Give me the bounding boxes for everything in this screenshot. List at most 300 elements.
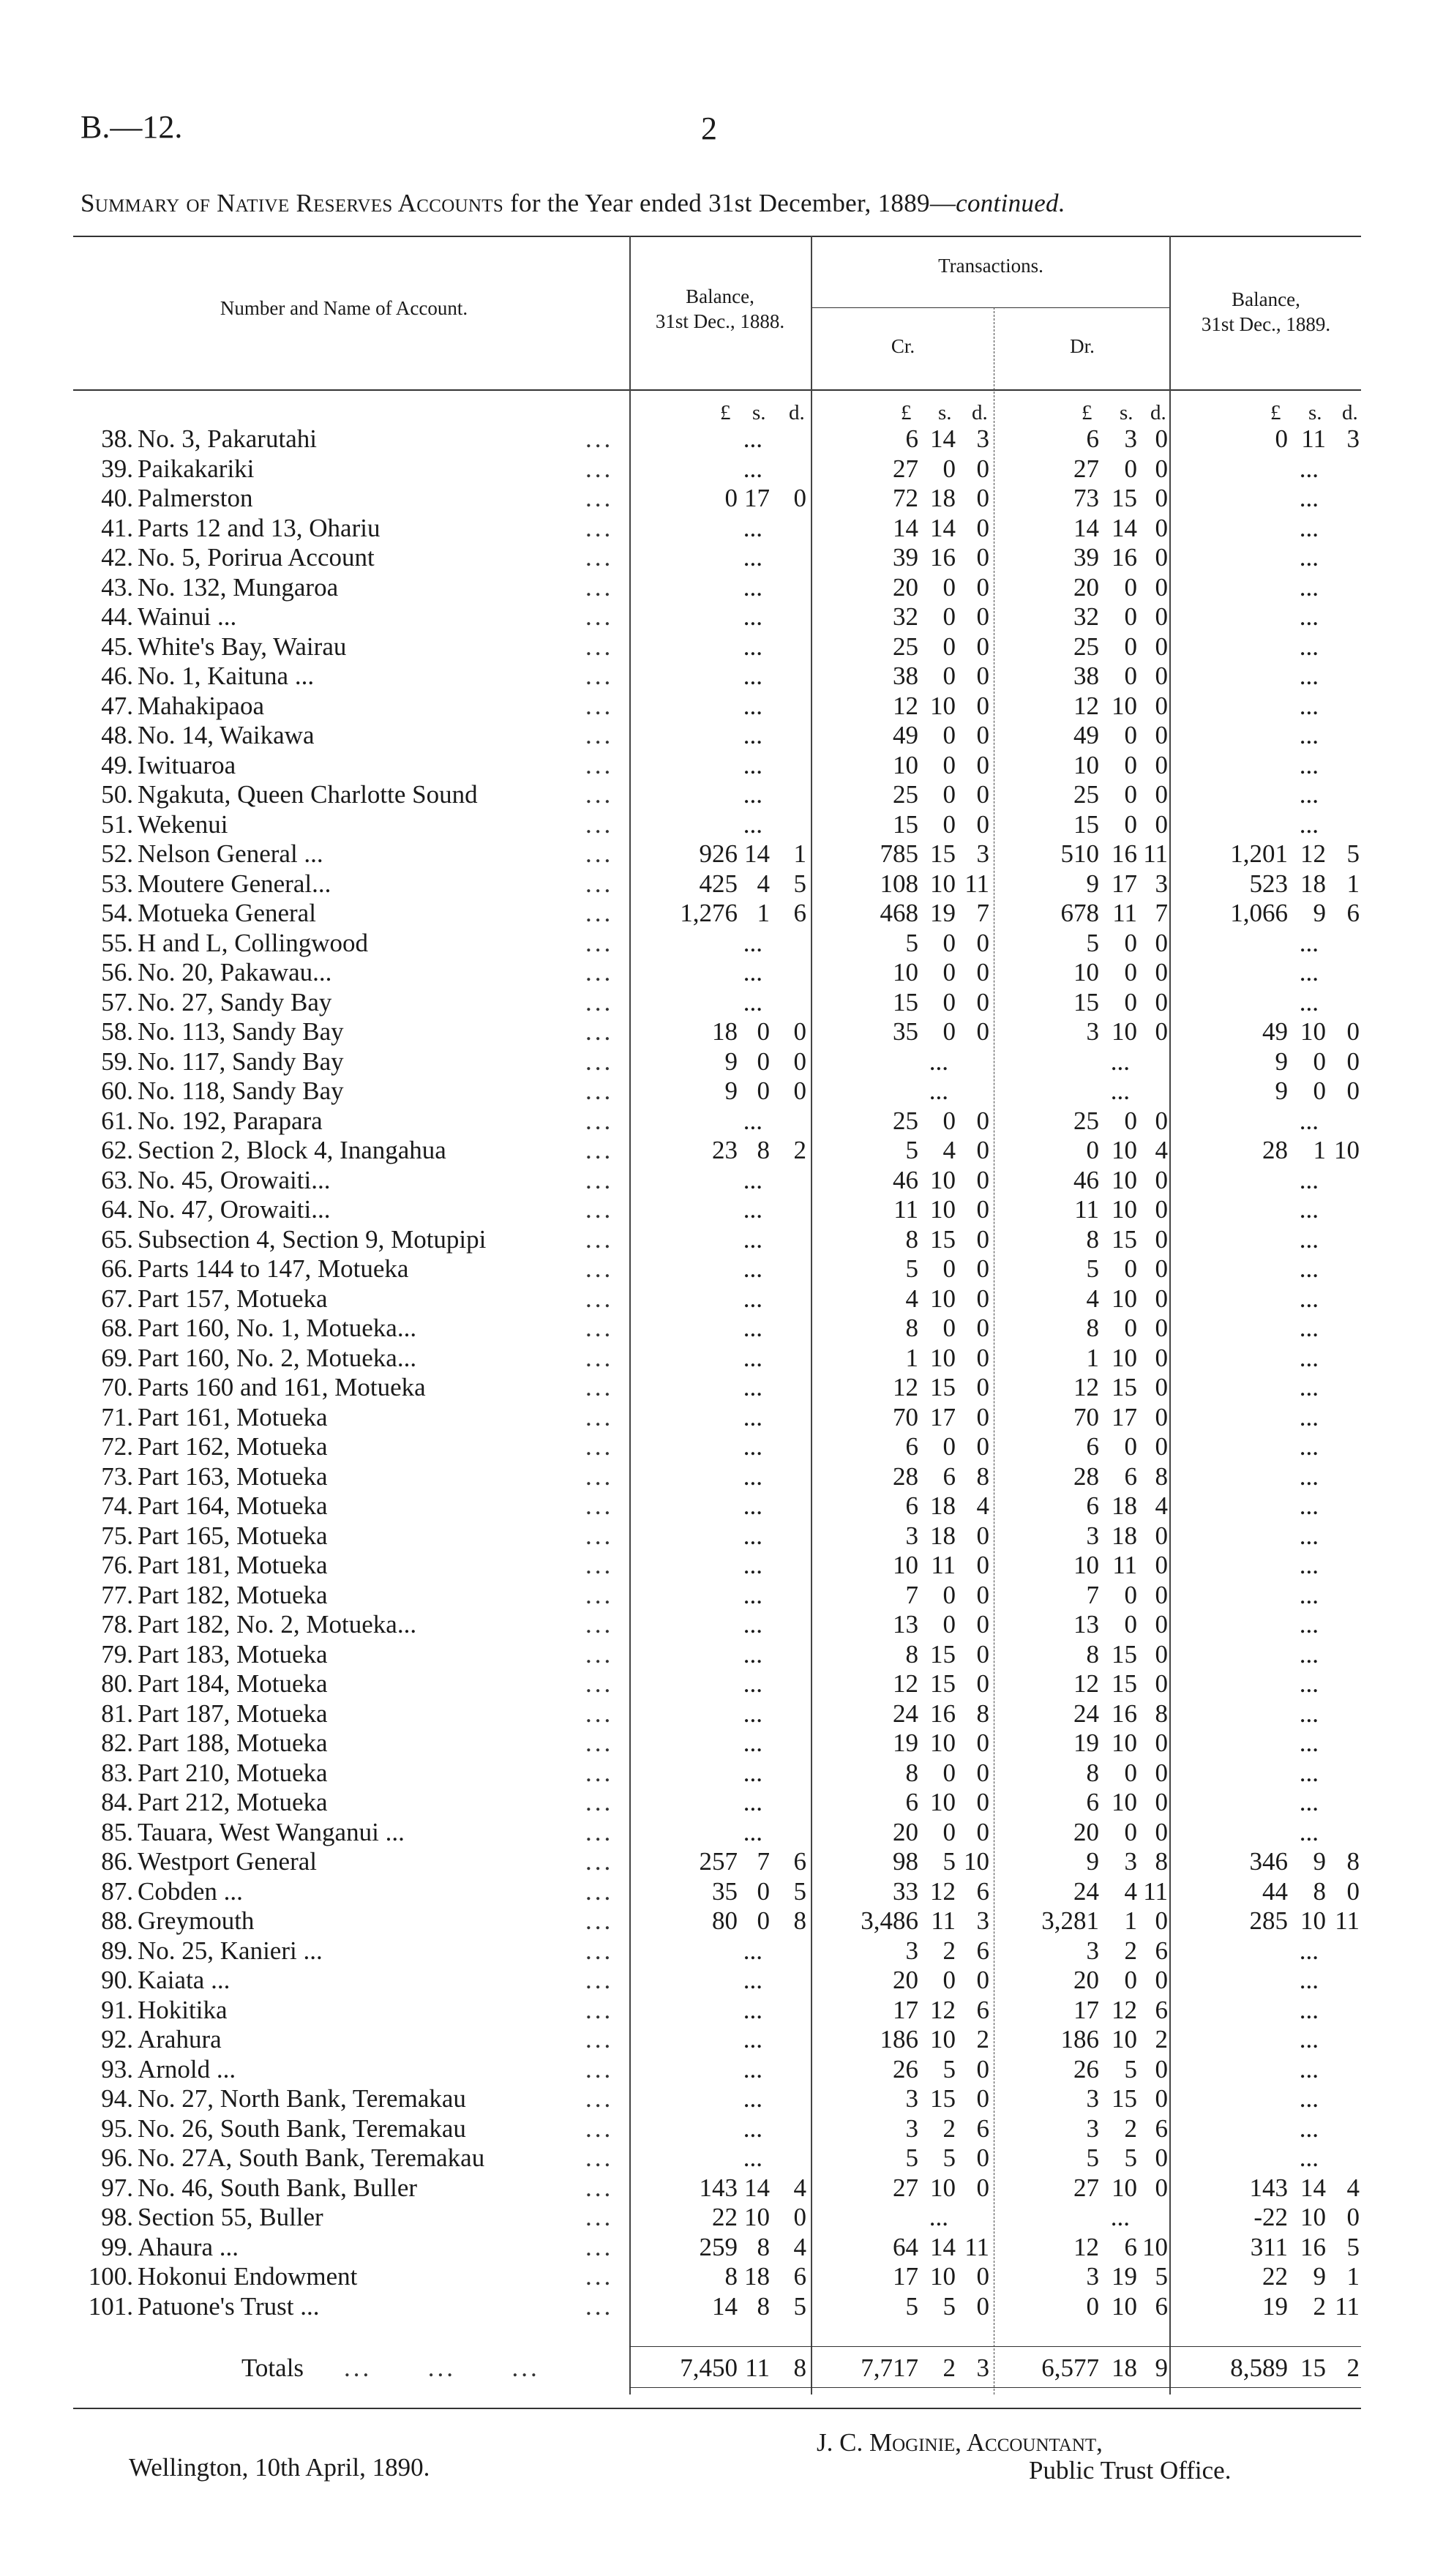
header-transactions: Transactions. (938, 255, 1043, 277)
row-dr-pence: 0 (1155, 1551, 1168, 1579)
row-b2-nil: ... (1299, 1521, 1319, 1550)
row-cr-pence: 0 (976, 809, 989, 839)
office: Public Trust Office. (1029, 2456, 1232, 2485)
account-number: 76. (101, 1551, 133, 1579)
row-dr-pounds: 20 (1073, 1966, 1099, 1994)
row-dr-pence: 2 (1155, 2025, 1168, 2053)
table-row (0, 899, 1443, 929)
row-dr-pounds: 8 (1086, 1314, 1099, 1342)
row-dr-pence: 0 (1155, 1966, 1168, 1994)
row-b2-pounds: 346 (1249, 1847, 1288, 1876)
row-dr-shillings: 19 (1112, 2262, 1137, 2291)
row-dr-shillings: 18 (1112, 1491, 1137, 1520)
row-dr-pence: 0 (1155, 484, 1168, 512)
account-number: 85. (101, 1817, 133, 1846)
table-row (0, 1254, 1443, 1284)
totals-cr-pounds: 7,717 (861, 2354, 918, 2382)
row-b1-nil: ... (743, 662, 762, 690)
row-b2-nil: ... (1299, 928, 1319, 957)
row-b1-nil: ... (743, 2143, 762, 2172)
row-dr-pounds: 12 (1073, 1669, 1099, 1698)
row-dr-pounds: 11 (1074, 1195, 1099, 1224)
table-row (0, 1491, 1443, 1521)
account-name: Part 182, No. 2, Motueka... (138, 1610, 417, 1639)
row-b2-pounds: 22 (1262, 2262, 1288, 2291)
account-name: Part 184, Motueka (138, 1669, 328, 1698)
row-b2-pence: 11 (1335, 1906, 1360, 1935)
row-b1-nil: ... (743, 1343, 762, 1372)
row-dr-pence: 11 (1143, 1876, 1168, 1906)
row-b1-pence: 4 (793, 2173, 806, 2202)
row-b1-nil: ... (743, 572, 762, 602)
row-cr-pounds: 14 (893, 513, 918, 542)
row-b1-nil: ... (743, 543, 762, 572)
header-balance-1889-line2: 31st Dec., 1889. (1201, 313, 1331, 335)
row-cr-shillings: 0 (942, 632, 956, 661)
row-b1-pounds: 259 (699, 2232, 738, 2261)
row-dr-pounds: 6 (1086, 1491, 1099, 1520)
row-b2-pounds: 44 (1262, 1876, 1288, 1906)
row-b2-nil: ... (1299, 958, 1319, 986)
row-b1-nil: ... (743, 454, 762, 483)
account-name: Parts 144 to 147, Motueka (138, 1254, 409, 1283)
header-balance-1889 (1171, 287, 1361, 337)
row-dr-shillings: 15 (1112, 484, 1137, 512)
row-b1-pence: 0 (793, 1017, 806, 1046)
row-dr-shillings: 15 (1112, 1224, 1137, 1254)
row-b1-pounds: 257 (699, 1847, 738, 1876)
account-name: No. 3, Pakarutahi (138, 424, 317, 453)
row-dr-shillings: 0 (1124, 1580, 1137, 1609)
row-dr-pence: 0 (1155, 632, 1168, 661)
row-dr-pounds: 6 (1086, 1432, 1099, 1461)
row-cr-shillings: 10 (930, 2173, 956, 2202)
row-cr-pence: 3 (976, 424, 989, 453)
row-b2-shillings: 9 (1313, 899, 1326, 927)
row-b2-nil: ... (1299, 1817, 1319, 1846)
row-cr-pounds: 10 (893, 1551, 918, 1579)
row-dr-pence: 8 (1155, 1847, 1168, 1876)
row-cr-shillings: 4 (942, 1136, 956, 1164)
leader-dots: ... (585, 1639, 614, 1669)
row-cr-pence: 0 (976, 1017, 989, 1046)
leader-dots: ... (585, 1610, 614, 1639)
row-b2-nil: ... (1299, 1669, 1319, 1698)
row-cr-shillings: 0 (942, 572, 956, 602)
header-bottom-rule (73, 389, 1361, 391)
leader-dots: ... (585, 1195, 614, 1224)
table-row (0, 2055, 1443, 2085)
table-row (0, 1314, 1443, 1344)
row-dr-pence: 0 (1155, 1817, 1168, 1846)
row-b2-nil: ... (1299, 632, 1319, 661)
row-dr-pounds: 46 (1073, 1165, 1099, 1194)
row-cr-pounds: 38 (893, 662, 918, 690)
row-cr-pounds: 28 (893, 1461, 918, 1491)
row-cr-shillings: 10 (930, 1343, 956, 1372)
account-name: Part 161, Motueka (138, 1402, 328, 1431)
row-b1-pence: 8 (793, 1906, 806, 1935)
row-b1-nil: ... (743, 1314, 762, 1342)
account-number: 99. (101, 2232, 133, 2261)
row-dr-shillings: 15 (1112, 1373, 1137, 1401)
leader-dots: ... (585, 543, 614, 572)
leader-dots: ... (585, 2262, 614, 2291)
row-b1-pounds: 926 (699, 839, 738, 868)
row-dr-pounds: 3 (1086, 1521, 1099, 1550)
row-dr-pence: 0 (1155, 987, 1168, 1016)
totals-row (0, 2354, 1443, 2386)
row-dr-shillings: 10 (1112, 2173, 1137, 2202)
row-b1-pence: 1 (793, 839, 806, 868)
row-cr-shillings: 2 (942, 2113, 956, 2143)
leader-dots: ... (585, 691, 614, 720)
leader-dots: ... (585, 1343, 614, 1372)
row-b2-shillings: 8 (1313, 1876, 1326, 1906)
row-b2-nil: ... (1299, 2143, 1319, 2172)
leader-dots: ... (585, 1314, 614, 1342)
table-row (0, 958, 1443, 988)
row-cr-shillings: 10 (930, 1195, 956, 1224)
row-b1-nil: ... (743, 1551, 762, 1579)
title-summary: Summary of Native Reserves Accounts (80, 189, 504, 217)
header-dr: Dr. (1070, 335, 1095, 357)
row-b1-shillings: 1 (757, 899, 770, 927)
row-cr-pounds: 12 (893, 1373, 918, 1401)
row-cr-shillings: 10 (930, 1729, 956, 1757)
row-cr-pence: 0 (976, 1551, 989, 1579)
row-dr-pence: 0 (1155, 691, 1168, 720)
row-dr-pence: 7 (1155, 899, 1168, 927)
account-number: 87. (101, 1876, 133, 1906)
row-b2-nil: ... (1299, 1639, 1319, 1669)
unit-b1-l: £ (720, 401, 731, 424)
account-name: Part 182, Motueka (138, 1580, 328, 1609)
row-b2-pounds: 143 (1249, 2173, 1288, 2202)
leader-dots: ... (585, 958, 614, 986)
row-b2-nil: ... (1299, 1106, 1319, 1135)
row-b1-nil: ... (743, 721, 762, 749)
row-b2-pounds: 9 (1275, 1046, 1288, 1076)
row-dr-shillings: 16 (1112, 543, 1137, 572)
unit-b1-d: d. (789, 401, 805, 424)
row-cr-pounds: 11 (893, 1195, 918, 1224)
leader-dots: ... (585, 2084, 614, 2113)
row-cr-shillings: 5 (942, 2291, 956, 2321)
row-b1-nil: ... (743, 1402, 762, 1431)
unit-dr-l: £ (1082, 401, 1092, 424)
account-name: White's Bay, Wairau (138, 632, 347, 661)
leader-dots: ... (585, 1017, 614, 1046)
row-b1-pounds: 35 (712, 1876, 738, 1906)
row-b1-shillings: 0 (757, 1906, 770, 1935)
row-b1-pounds: 9 (724, 1077, 738, 1105)
totals-b2-pounds: 8,589 (1230, 2354, 1288, 2382)
row-dr-pounds: 15 (1073, 987, 1099, 1016)
account-number: 78. (101, 1610, 133, 1639)
row-b1-nil: ... (743, 1669, 762, 1698)
row-dr-nil: ... (1110, 2203, 1130, 2231)
row-b2-nil: ... (1299, 987, 1319, 1016)
row-cr-pence: 0 (976, 1669, 989, 1698)
row-b1-nil: ... (743, 691, 762, 720)
row-cr-shillings: 15 (930, 1669, 956, 1698)
row-dr-shillings: 0 (1124, 454, 1137, 483)
row-b2-nil: ... (1299, 780, 1319, 809)
unit-cr-d: d. (972, 401, 988, 424)
row-cr-pence: 0 (976, 958, 989, 986)
leader-dots: ... (585, 662, 614, 690)
row-cr-shillings: 0 (942, 809, 956, 839)
account-number: 96. (101, 2143, 133, 2172)
row-dr-pounds: 24 (1073, 1699, 1099, 1728)
row-b2-nil: ... (1299, 1224, 1319, 1254)
account-name: Ngakuta, Queen Charlotte Sound (138, 780, 478, 809)
row-cr-pounds: 1 (905, 1343, 918, 1372)
row-dr-pence: 0 (1155, 958, 1168, 986)
row-b1-pence: 5 (793, 869, 806, 898)
row-cr-pence: 0 (976, 1165, 989, 1194)
leader-dots: ... (585, 1136, 614, 1164)
row-dr-shillings: 15 (1112, 2084, 1137, 2113)
row-dr-shillings: 6 (1124, 1461, 1137, 1491)
row-cr-shillings: 0 (942, 1106, 956, 1135)
row-cr-pence: 0 (976, 1580, 989, 1609)
row-cr-shillings: 6 (942, 1461, 956, 1491)
row-b2-pounds: 523 (1249, 869, 1288, 898)
row-dr-shillings: 0 (1124, 1817, 1137, 1846)
table-row (0, 2174, 1443, 2204)
row-dr-shillings: 10 (1112, 1284, 1137, 1313)
table-row (0, 1818, 1443, 1848)
row-cr-pence: 0 (976, 572, 989, 602)
leader-dots: ... (585, 602, 614, 631)
account-number: 52. (101, 839, 133, 868)
row-cr-pounds: 10 (893, 750, 918, 779)
row-cr-pence: 6 (976, 1995, 989, 2024)
totals-dr-pence: 9 (1155, 2354, 1168, 2382)
row-b1-nil: ... (743, 1461, 762, 1491)
row-dr-pounds: 8 (1086, 1758, 1099, 1787)
leader-dots: ... (585, 1906, 614, 1935)
leader-dots: ... (585, 632, 614, 661)
row-dr-shillings: 3 (1124, 424, 1137, 453)
row-dr-pence: 0 (1155, 513, 1168, 542)
row-cr-pounds: 27 (893, 2173, 918, 2202)
leader-dots: ... (585, 1461, 614, 1491)
account-name: Parts 12 and 13, Ohariu (138, 513, 381, 542)
row-b1-pence: 4 (793, 2232, 806, 2261)
table-row (0, 2292, 1443, 2322)
row-cr-pounds: 15 (893, 987, 918, 1016)
row-b2-nil: ... (1299, 1373, 1319, 1401)
row-cr-shillings: 5 (942, 2054, 956, 2083)
row-cr-pounds: 6 (905, 1491, 918, 1520)
signatory (817, 2428, 1103, 2457)
row-dr-shillings: 0 (1124, 1610, 1137, 1639)
account-name: Part 157, Motueka (138, 1284, 328, 1313)
row-dr-pounds: 6 (1086, 424, 1099, 453)
row-dr-shillings: 0 (1124, 1966, 1137, 1994)
table-row (0, 2114, 1443, 2144)
row-cr-pence: 0 (976, 1254, 989, 1283)
row-b1-nil: ... (743, 1254, 762, 1283)
row-cr-shillings: 0 (942, 1610, 956, 1639)
row-dr-pence: 0 (1155, 572, 1168, 602)
row-b1-nil: ... (743, 1521, 762, 1550)
row-b1-nil: ... (743, 1995, 762, 2024)
row-b2-pence: 1 (1346, 869, 1360, 898)
row-b1-nil: ... (743, 2025, 762, 2053)
row-cr-shillings: 0 (942, 454, 956, 483)
leader-dots: ... (585, 1491, 614, 1520)
account-name: Moutere General... (138, 869, 331, 898)
account-name: No. 14, Waikawa (138, 721, 315, 749)
accounts-table (0, 424, 1443, 2321)
row-b1-nil: ... (743, 809, 762, 839)
row-dr-shillings: 11 (1112, 1551, 1137, 1579)
row-cr-shillings: 5 (942, 2143, 956, 2172)
account-number: 95. (101, 2113, 133, 2143)
row-b1-pounds: 143 (699, 2173, 738, 2202)
row-cr-pounds: 20 (893, 1817, 918, 1846)
row-b1-shillings: 8 (757, 2232, 770, 2261)
header-balance-1888 (631, 284, 809, 334)
leader-dots: ... (585, 1699, 614, 1728)
row-b2-pence: 0 (1346, 1017, 1360, 1046)
row-b2-nil: ... (1299, 454, 1319, 483)
table-row (0, 1403, 1443, 1433)
row-cr-pence: 0 (976, 928, 989, 957)
header-number-name: Number and Name of Account. (220, 297, 468, 319)
row-dr-shillings: 0 (1124, 1314, 1137, 1342)
totals-b1-shillings: 11 (745, 2354, 770, 2382)
account-number: 98. (101, 2203, 133, 2231)
row-b1-nil: ... (743, 632, 762, 661)
row-dr-pence: 5 (1155, 2262, 1168, 2291)
account-name: No. 113, Sandy Bay (138, 1017, 344, 1046)
row-cr-pounds: 70 (893, 1402, 918, 1431)
row-dr-shillings: 10 (1112, 2025, 1137, 2053)
row-b2-pence: 11 (1335, 2291, 1360, 2321)
row-cr-shillings: 15 (930, 839, 956, 868)
row-cr-pounds: 6 (905, 1432, 918, 1461)
account-number: 89. (101, 1936, 133, 1965)
row-dr-pence: 0 (1155, 1314, 1168, 1342)
row-cr-pence: 0 (976, 632, 989, 661)
row-dr-pounds: 510 (1060, 839, 1099, 868)
row-cr-shillings: 16 (930, 1699, 956, 1728)
row-b2-nil: ... (1299, 572, 1319, 602)
row-dr-pence: 0 (1155, 721, 1168, 749)
table-row (0, 1610, 1443, 1640)
account-name: Part 163, Motueka (138, 1461, 328, 1491)
transactions-rule (811, 307, 1169, 308)
account-number: 48. (101, 721, 133, 749)
row-cr-pounds: 3 (905, 1521, 918, 1550)
row-dr-shillings: 2 (1124, 2113, 1137, 2143)
row-dr-pounds: 19 (1073, 1729, 1099, 1757)
row-b1-pence: 6 (793, 899, 806, 927)
row-dr-shillings: 2 (1124, 1936, 1137, 1965)
table-row (0, 721, 1443, 751)
row-dr-pounds: 1 (1086, 1343, 1099, 1372)
row-b2-shillings: 10 (1300, 1017, 1326, 1046)
account-number: 61. (101, 1106, 133, 1135)
row-b2-nil: ... (1299, 2113, 1319, 2143)
row-cr-pounds: 33 (893, 1876, 918, 1906)
leader-dots: ... (585, 1284, 614, 1313)
row-cr-pounds: 3 (905, 1936, 918, 1965)
title-rest: for the Year ended 31st December, 1889— (503, 189, 956, 217)
row-b2-shillings: 1 (1313, 1136, 1326, 1164)
row-dr-pence: 6 (1155, 1936, 1168, 1965)
row-cr-pence: 0 (976, 1402, 989, 1431)
row-b1-pounds: 23 (712, 1136, 738, 1164)
leader-dots: ... (585, 2025, 614, 2053)
account-name: Part 165, Motueka (138, 1521, 328, 1550)
row-dr-pence: 0 (1155, 750, 1168, 779)
account-name: Westport General (138, 1847, 317, 1876)
account-name: Motueka General (138, 899, 316, 927)
table-row (0, 1047, 1443, 1077)
account-name: No. 26, South Bank, Teremakau (138, 2113, 466, 2143)
unit-b2-s: s. (1308, 401, 1322, 424)
row-b1-nil: ... (743, 1817, 762, 1846)
row-dr-pounds: 0 (1086, 2291, 1099, 2321)
leader-dots: ... (585, 1165, 614, 1194)
row-b1-pence: 0 (793, 1077, 806, 1105)
row-dr-shillings: 10 (1112, 2291, 1137, 2321)
row-cr-shillings: 10 (930, 1284, 956, 1313)
leader-dots: ... (585, 987, 614, 1016)
row-b1-shillings: 17 (744, 484, 770, 512)
account-number: 97. (101, 2173, 133, 2202)
table-row (0, 839, 1443, 869)
row-cr-pounds: 17 (893, 1995, 918, 2024)
table-row (0, 1344, 1443, 1374)
row-b1-nil: ... (743, 1966, 762, 1994)
leader-dots: ... (585, 1580, 614, 1609)
table-row (0, 1966, 1443, 1996)
totals-leader: ... ... ... (344, 2354, 540, 2382)
row-cr-shillings: 15 (930, 2084, 956, 2113)
row-dr-shillings: 0 (1124, 1432, 1137, 1461)
row-b2-pence: 0 (1346, 1077, 1360, 1105)
row-b2-nil: ... (1299, 1936, 1319, 1965)
leader-dots: ... (585, 1402, 614, 1431)
row-dr-pence: 0 (1155, 809, 1168, 839)
row-b2-shillings: 12 (1300, 839, 1326, 868)
row-cr-pence: 4 (976, 1491, 989, 1520)
page-number: 2 (701, 111, 717, 146)
account-number: 79. (101, 1639, 133, 1669)
table-row (0, 632, 1443, 662)
row-b2-shillings: 9 (1313, 1847, 1326, 1876)
account-number: 50. (101, 780, 133, 809)
row-cr-pence: 0 (976, 987, 989, 1016)
row-cr-pounds: 8 (905, 1639, 918, 1669)
account-number: 56. (101, 958, 133, 986)
row-dr-pounds: 12 (1073, 2232, 1099, 2261)
row-cr-pounds: 24 (893, 1699, 918, 1728)
row-dr-pounds: 678 (1060, 899, 1099, 927)
row-cr-shillings: 0 (942, 662, 956, 690)
table-row (0, 1373, 1443, 1403)
table-row (0, 1729, 1443, 1759)
row-dr-shillings: 4 (1124, 1876, 1137, 1906)
row-cr-shillings: 10 (930, 2025, 956, 2053)
